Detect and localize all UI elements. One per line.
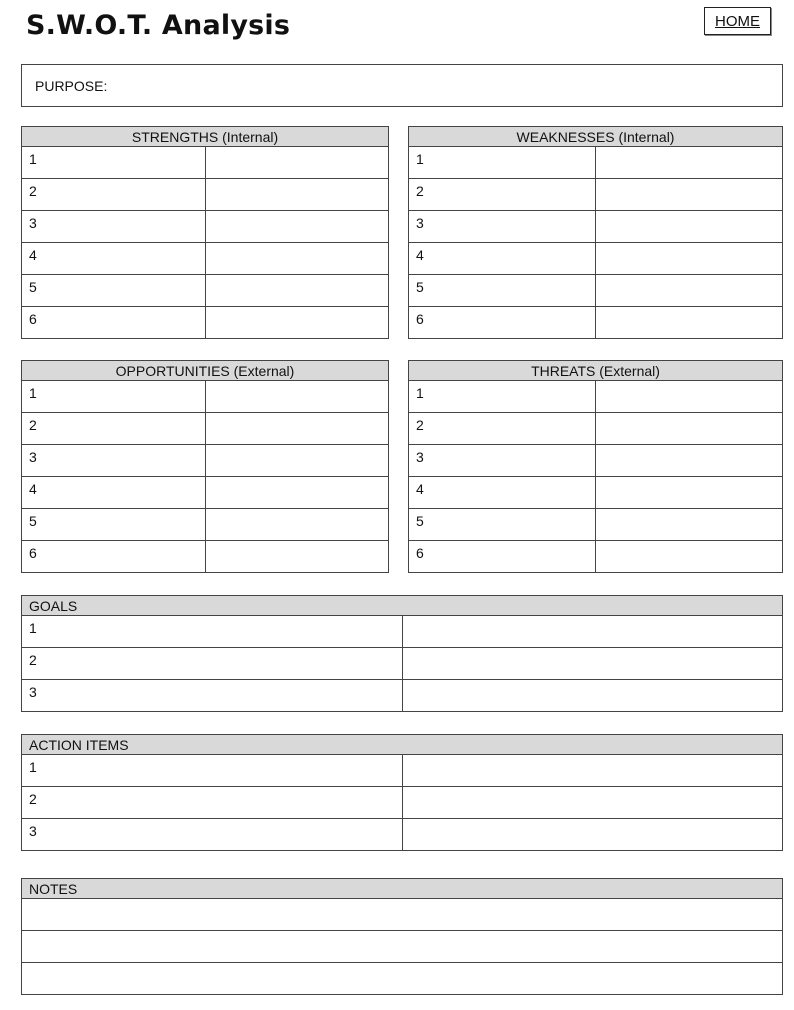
opportunities-row-number: 1 [22,381,206,413]
strengths-entry-field[interactable] [205,211,389,243]
threats-row-number: 5 [409,509,596,541]
threats-header: THREATS (External) [409,361,783,381]
weaknesses-table [408,126,783,339]
strengths-header: STRENGTHS (Internal) [22,127,389,147]
opportunities-row [22,509,389,541]
threats-row [409,381,783,413]
threats-row-number: 3 [409,445,596,477]
threats-row [409,477,783,509]
strengths-entry-field[interactable] [205,179,389,211]
opportunities-row [22,541,389,573]
opportunities-row [22,381,389,413]
threats-table [408,360,783,573]
action-items-entry-field[interactable] [402,819,783,851]
opportunities-entry-field[interactable] [205,413,389,445]
strengths-row [22,243,389,275]
threats-entry-field[interactable] [596,477,783,509]
threats-entry-field[interactable] [596,509,783,541]
opportunities-row-number: 6 [22,541,206,573]
goals-row-number: 1 [22,616,403,648]
opportunities-row [22,413,389,445]
strengths-row-number: 6 [22,307,206,339]
purpose-field[interactable] [21,64,783,107]
home-button[interactable]: HOME [704,7,771,35]
threats-entry-field[interactable] [596,381,783,413]
notes-table [21,878,783,995]
threats-entry-field[interactable] [596,413,783,445]
strengths-entry-field[interactable] [205,275,389,307]
threats-row-number: 4 [409,477,596,509]
weaknesses-entry-field[interactable] [596,307,783,339]
goals-row-number: 3 [22,680,403,712]
strengths-row-number: 5 [22,275,206,307]
weaknesses-row-number: 5 [409,275,596,307]
threats-row [409,541,783,573]
action-items-row [22,819,783,851]
goals-row [22,680,783,712]
weaknesses-row [409,307,783,339]
strengths-row [22,275,389,307]
opportunities-entry-field[interactable] [205,477,389,509]
notes-row [22,899,783,931]
opportunities-row-number: 5 [22,509,206,541]
threats-row-number: 6 [409,541,596,573]
action-items-row [22,787,783,819]
opportunities-row-number: 4 [22,477,206,509]
opportunities-entry-field[interactable] [205,381,389,413]
opportunities-row [22,477,389,509]
goals-header: GOALS [22,596,783,616]
action-items-row [22,755,783,787]
purpose-label: PURPOSE: [35,77,108,94]
notes-row [22,931,783,963]
strengths-row-number: 1 [22,147,206,179]
weaknesses-row-number: 2 [409,179,596,211]
strengths-row-number: 2 [22,179,206,211]
opportunities-header: OPPORTUNITIES (External) [22,361,389,381]
threats-row-number: 1 [409,381,596,413]
strengths-row-number: 4 [22,243,206,275]
notes-header: NOTES [22,879,783,899]
action-items-header: ACTION ITEMS [22,735,783,755]
action-items-row-number: 1 [22,755,403,787]
strengths-row [22,179,389,211]
weaknesses-entry-field[interactable] [596,211,783,243]
threats-row [409,445,783,477]
action-items-row-number: 2 [22,787,403,819]
weaknesses-row [409,275,783,307]
strengths-entry-field[interactable] [205,307,389,339]
goals-row-number: 2 [22,648,403,680]
opportunities-entry-field[interactable] [205,445,389,477]
weaknesses-entry-field[interactable] [596,243,783,275]
strengths-entry-field[interactable] [205,243,389,275]
opportunities-row [22,445,389,477]
weaknesses-entry-field[interactable] [596,179,783,211]
strengths-row [22,211,389,243]
goals-table [21,595,783,712]
weaknesses-row-number: 3 [409,211,596,243]
weaknesses-row [409,179,783,211]
threats-entry-field[interactable] [596,445,783,477]
page-title: S.W.O.T. Analysis [26,10,291,41]
strengths-entry-field[interactable] [205,147,389,179]
threats-row [409,413,783,445]
goals-row [22,616,783,648]
weaknesses-entry-field[interactable] [596,147,783,179]
opportunities-row-number: 3 [22,445,206,477]
weaknesses-row-number: 6 [409,307,596,339]
threats-row-number: 2 [409,413,596,445]
goals-entry-field[interactable] [402,680,783,712]
threats-row [409,509,783,541]
weaknesses-row-number: 1 [409,147,596,179]
strengths-row-number: 3 [22,211,206,243]
weaknesses-entry-field[interactable] [596,275,783,307]
goals-row [22,648,783,680]
threats-entry-field[interactable] [596,541,783,573]
opportunities-table [21,360,389,573]
notes-row [22,963,783,995]
weaknesses-row [409,243,783,275]
opportunities-entry-field[interactable] [205,509,389,541]
strengths-row [22,307,389,339]
action-items-table [21,734,783,851]
goals-entry-field[interactable] [402,616,783,648]
opportunities-entry-field[interactable] [205,541,389,573]
notes-entry-field[interactable] [22,899,783,931]
weaknesses-header: WEAKNESSES (Internal) [409,127,783,147]
action-items-entry-field[interactable] [402,787,783,819]
goals-entry-field[interactable] [402,648,783,680]
action-items-entry-field[interactable] [402,755,783,787]
weaknesses-row [409,147,783,179]
action-items-row-number: 3 [22,819,403,851]
notes-entry-field[interactable] [22,931,783,963]
notes-entry-field[interactable] [22,963,783,995]
opportunities-row-number: 2 [22,413,206,445]
weaknesses-row [409,211,783,243]
strengths-row [22,147,389,179]
strengths-table [21,126,389,339]
weaknesses-row-number: 4 [409,243,596,275]
